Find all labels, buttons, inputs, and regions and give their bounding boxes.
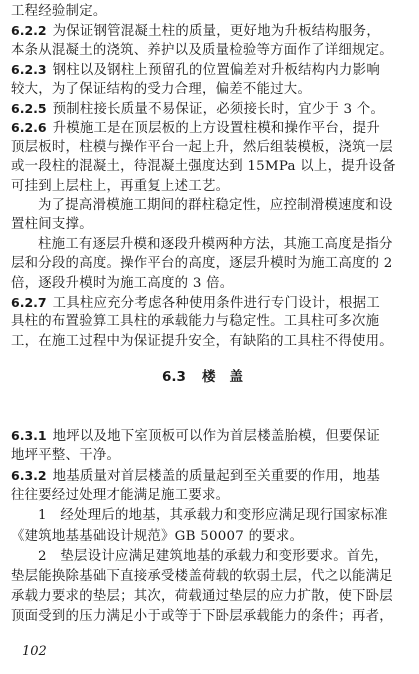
text-line [11, 196, 419, 215]
line-text: 工，在施工过程中为保证提升安全，有缺陷的工具柱不得使用。 [11, 333, 393, 349]
line-text: 本条从混凝土的浇筑、养护以及质量检验等方面作了详细规定。 [11, 42, 393, 58]
text-line [11, 587, 411, 606]
clause-number: 6.2.7 [11, 295, 47, 310]
line-text: 为了提高滑模施工期间的群柱稳定性，应控制滑模速度和设 [38, 198, 393, 213]
text-line [11, 446, 411, 465]
line-text: 钢柱以及钢柱上预留孔的位置偏差对升板结构内力影响 [52, 63, 380, 79]
text-line [11, 466, 411, 485]
line-text: 柱施工有逐层升模和逐段升模两种方法，其施工高度是指分 [38, 236, 393, 252]
text-line [11, 80, 411, 99]
text-line [11, 41, 411, 60]
clause-number: 6.2.5 [11, 101, 47, 116]
text-line [11, 293, 411, 312]
text-line [11, 567, 411, 586]
line-text: 地基质量对首层楼盖的质量起到至关重要的作用，地基 [52, 469, 380, 485]
text-line [11, 2, 411, 21]
text-line [11, 312, 411, 331]
line-text: 可挂到上层柱上，再重复上述工艺。 [11, 178, 230, 194]
line-text: 具柱的布置验算工具柱的承载能力与稳定性。工具柱可多次施 [11, 314, 380, 330]
line-text: 工程经验制定。 [11, 4, 107, 19]
line-text: 倍，逐段升模时为施工高度的 3 倍。 [11, 275, 234, 291]
line-text: 升模施工是在顶层板的上方设置柱模和操作平台，提升 [52, 121, 380, 137]
section-title [0, 368, 419, 387]
line-text: 承载力要求的垫层；其次，荷载通过垫层的应力扩散，使下卧层 [11, 588, 393, 604]
line-text: 较大，为了保证结构的受力合理，偏差不能过大。 [11, 81, 312, 97]
text-line [11, 138, 411, 157]
clause-number: 6.2.6 [11, 120, 47, 136]
text-line [11, 274, 411, 293]
line-text: 1 经处理后的地基，其承载力和变形应满足现行国家标准 [38, 508, 388, 524]
text-line [11, 527, 411, 546]
section-name: 楼盖 [201, 369, 257, 385]
text-line [11, 21, 411, 40]
text-line [11, 215, 411, 234]
text-line [11, 486, 411, 505]
text-line [11, 506, 419, 525]
line-text: 顶面受到的压力满足小于或等于下卧层承载能力的条件；再者， [11, 608, 393, 624]
text-line [11, 547, 419, 566]
text-line [11, 254, 411, 273]
text-line [11, 426, 411, 445]
text-line [11, 607, 411, 626]
clause-number: 6.3.1 [11, 428, 47, 443]
line-text: 地坪以及地下室顶板可以作为首层楼盖胎模，但要保证 [52, 429, 380, 444]
line-text: 置柱间支撑。 [11, 217, 93, 233]
text-line [11, 235, 419, 254]
line-text: 或一段柱的混凝土，待混凝土强度达到 15MPa 以上，提升设备 [11, 159, 396, 175]
page-number: 102 [22, 644, 47, 659]
text-line [11, 60, 411, 79]
line-text: 《建筑地基基础设计规范》GB 50007 的要求。 [11, 528, 304, 544]
line-text: 层和分段的高度。操作平台的高度，逐层升模时为施工高度的 2 [11, 256, 393, 272]
line-text: 为保证钢管混凝土柱的质量，更好地为升板结构服务， [52, 24, 380, 40]
clause-number: 6.2.3 [11, 62, 47, 78]
line-text: 地坪平整、干净。 [11, 448, 121, 464]
text-line [11, 177, 411, 196]
clause-number: 6.2.2 [11, 23, 47, 39]
text-line [11, 118, 411, 137]
line-text: 工具柱应充分考虑各种使用条件进行专门设计，根据工 [52, 296, 380, 311]
line-text: 往往要经过处理才能满足施工要求。 [11, 488, 230, 504]
text-line [11, 332, 411, 351]
clause-number: 6.3.2 [11, 468, 47, 484]
line-text: 2 垫层设计应满足建筑地基的承载力和变形要求。首先， [38, 548, 388, 564]
text-line [11, 157, 411, 176]
section-number: 6.3 [162, 369, 186, 385]
text-line [11, 99, 411, 118]
line-text: 垫层能换除基础下直接承受楼盖荷载的软弱土层，代之以能满足 [11, 568, 393, 584]
line-text: 预制柱接长质量不易保证，必须接长时，宜少于 3 个。 [52, 102, 385, 117]
line-text: 顶层板时，柱模与操作平台一起上升，然后组装模板，浇筑一层 [11, 139, 393, 155]
